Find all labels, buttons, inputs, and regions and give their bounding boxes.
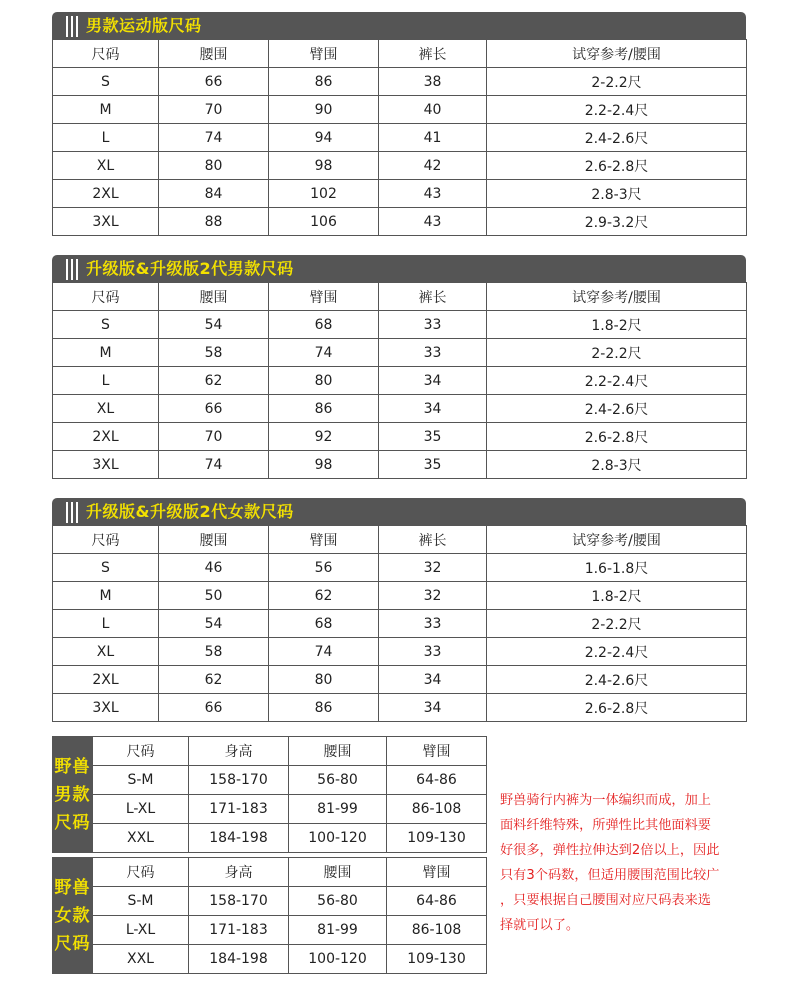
- table-cell: XL: [53, 638, 159, 666]
- table-cell: 2.2-2.4尺: [487, 96, 747, 124]
- beast-size-table: [52, 736, 487, 853]
- header-row: [53, 526, 747, 554]
- table-row: [53, 451, 747, 479]
- header-row: [53, 858, 487, 887]
- table-row: [53, 582, 747, 610]
- table-cell: 1.6-1.8尺: [487, 554, 747, 582]
- men-sport-size-section: [52, 12, 746, 236]
- size-table: [52, 39, 747, 236]
- table-cell: 2.6-2.8尺: [487, 694, 747, 722]
- table-cell: 40: [379, 96, 487, 124]
- note-line: ，只要根据自己腰围对应尺码表来选: [500, 893, 711, 908]
- table-cell: 34: [379, 367, 487, 395]
- sizing-note: [500, 788, 752, 938]
- table-cell: 1.8-2尺: [487, 582, 747, 610]
- table-row: [53, 124, 747, 152]
- table-cell: 171-183: [189, 795, 289, 824]
- table-row: [53, 367, 747, 395]
- table-cell: 41: [379, 124, 487, 152]
- table-cell: 3XL: [53, 208, 159, 236]
- table-cell: 98: [269, 152, 379, 180]
- table-cell: 2-2.2尺: [487, 610, 747, 638]
- column-header: 腰围: [159, 40, 269, 68]
- table-cell: 94: [269, 124, 379, 152]
- section-title: 升级版&升级版2代女款尺码: [86, 502, 294, 521]
- table-cell: 74: [159, 124, 269, 152]
- table-cell: 92: [269, 423, 379, 451]
- column-header: 裤长: [379, 526, 487, 554]
- section-title: 升级版&升级版2代男款尺码: [86, 259, 294, 278]
- table-cell: 54: [159, 311, 269, 339]
- table-row: [53, 311, 747, 339]
- side-label-line: 男款: [54, 784, 91, 805]
- table-cell: 2.2-2.4尺: [487, 367, 747, 395]
- table-cell: M: [53, 339, 159, 367]
- table-cell: 158-170: [189, 887, 289, 916]
- table-cell: 86: [269, 694, 379, 722]
- column-header: 尺码: [53, 526, 159, 554]
- table-cell: 34: [379, 666, 487, 694]
- section-header: [52, 498, 746, 525]
- column-header: 尺码: [53, 283, 159, 311]
- table-row: [53, 638, 747, 666]
- table-cell: 184-198: [189, 824, 289, 853]
- side-label: [53, 858, 93, 974]
- table-cell: 102: [269, 180, 379, 208]
- column-header: 裤长: [379, 40, 487, 68]
- table-cell: XXL: [93, 824, 189, 853]
- table-cell: 35: [379, 423, 487, 451]
- table-cell: 2.9-3.2尺: [487, 208, 747, 236]
- table-cell: 68: [269, 610, 379, 638]
- table-row: [53, 152, 747, 180]
- table-cell: S-M: [93, 766, 189, 795]
- table-cell: L: [53, 610, 159, 638]
- table-cell: 46: [159, 554, 269, 582]
- note-line: 面料纤维特殊，所弹性比其他面料要: [500, 818, 711, 833]
- stripes-icon: [66, 12, 82, 39]
- table-cell: 2.4-2.6尺: [487, 666, 747, 694]
- table-cell: XL: [53, 395, 159, 423]
- table-cell: 62: [159, 666, 269, 694]
- table-cell: 2.8-3尺: [487, 180, 747, 208]
- table-cell: 86-108: [387, 795, 487, 824]
- stripes-icon: [66, 255, 82, 282]
- side-label-line: 野兽: [54, 756, 91, 777]
- table-row: [53, 610, 747, 638]
- column-header: 臂围: [387, 858, 487, 887]
- column-header: 腰围: [289, 858, 387, 887]
- table-cell: 62: [159, 367, 269, 395]
- table-cell: 90: [269, 96, 379, 124]
- column-header: 身高: [189, 858, 289, 887]
- column-header: 臂围: [269, 40, 379, 68]
- table-row: [53, 887, 487, 916]
- table-cell: 2XL: [53, 666, 159, 694]
- table-cell: 70: [159, 96, 269, 124]
- table-row: [53, 824, 487, 853]
- table-cell: 98: [269, 451, 379, 479]
- section-title: 男款运动版尺码: [86, 16, 202, 35]
- column-header: 臂围: [269, 283, 379, 311]
- table-cell: 33: [379, 610, 487, 638]
- beast-men-size-section: [52, 736, 486, 853]
- side-label-line: 尺码: [54, 812, 91, 833]
- table-row: [53, 180, 747, 208]
- table-cell: 33: [379, 311, 487, 339]
- table-cell: 2-2.2尺: [487, 339, 747, 367]
- column-header: 试穿参考/腰围: [487, 283, 747, 311]
- table-cell: 34: [379, 694, 487, 722]
- table-row: [53, 916, 487, 945]
- beast-size-table: [52, 857, 487, 974]
- table-cell: 84: [159, 180, 269, 208]
- table-cell: 56: [269, 554, 379, 582]
- table-cell: 70: [159, 423, 269, 451]
- table-cell: 33: [379, 339, 487, 367]
- table-cell: 64-86: [387, 766, 487, 795]
- table-cell: 43: [379, 208, 487, 236]
- table-cell: 35: [379, 451, 487, 479]
- table-cell: 2-2.2尺: [487, 68, 747, 96]
- table-cell: 3XL: [53, 451, 159, 479]
- table-cell: 64-86: [387, 887, 487, 916]
- table-cell: 81-99: [289, 795, 387, 824]
- table-row: [53, 68, 747, 96]
- table-cell: 2XL: [53, 180, 159, 208]
- table-cell: 109-130: [387, 945, 487, 974]
- column-header: 尺码: [93, 737, 189, 766]
- note-line: 野兽骑行内裤为一体编织而成，加上: [500, 793, 711, 808]
- table-cell: L-XL: [93, 916, 189, 945]
- table-cell: 88: [159, 208, 269, 236]
- table-cell: M: [53, 582, 159, 610]
- section-header: [52, 255, 746, 282]
- table-cell: S: [53, 68, 159, 96]
- table-row: [53, 554, 747, 582]
- table-cell: 158-170: [189, 766, 289, 795]
- side-label: [53, 737, 93, 853]
- header-row: [53, 40, 747, 68]
- column-header: 腰围: [159, 526, 269, 554]
- table-cell: 171-183: [189, 916, 289, 945]
- column-header: 腰围: [289, 737, 387, 766]
- table-cell: 80: [269, 367, 379, 395]
- table-cell: 86-108: [387, 916, 487, 945]
- table-cell: 86: [269, 395, 379, 423]
- column-header: 试穿参考/腰围: [487, 526, 747, 554]
- side-label-line: 尺码: [54, 933, 91, 954]
- note-line: 只有3个码数，但适用腰围范围比较广: [500, 868, 720, 883]
- table-cell: 58: [159, 339, 269, 367]
- column-header: 身高: [189, 737, 289, 766]
- table-cell: 38: [379, 68, 487, 96]
- column-header: 试穿参考/腰围: [487, 40, 747, 68]
- table-cell: L: [53, 367, 159, 395]
- note-line: 择就可以了。: [500, 918, 580, 933]
- section-header: [52, 12, 746, 39]
- table-cell: L: [53, 124, 159, 152]
- table-row: [53, 208, 747, 236]
- table-cell: XXL: [93, 945, 189, 974]
- column-header: 臂围: [387, 737, 487, 766]
- table-row: [53, 339, 747, 367]
- table-cell: 100-120: [289, 824, 387, 853]
- table-row: [53, 666, 747, 694]
- table-cell: 32: [379, 554, 487, 582]
- table-cell: 100-120: [289, 945, 387, 974]
- table-cell: 56-80: [289, 887, 387, 916]
- upgrade-men-size-section: [52, 255, 746, 479]
- table-cell: 81-99: [289, 916, 387, 945]
- table-cell: 68: [269, 311, 379, 339]
- table-cell: 74: [269, 638, 379, 666]
- table-cell: 33: [379, 638, 487, 666]
- table-cell: S-M: [93, 887, 189, 916]
- table-cell: 62: [269, 582, 379, 610]
- table-cell: 1.8-2尺: [487, 311, 747, 339]
- table-row: [53, 945, 487, 974]
- table-cell: 66: [159, 68, 269, 96]
- table-cell: 86: [269, 68, 379, 96]
- table-cell: 2.6-2.8尺: [487, 152, 747, 180]
- header-row: [53, 283, 747, 311]
- table-row: [53, 694, 747, 722]
- table-cell: 32: [379, 582, 487, 610]
- table-cell: XL: [53, 152, 159, 180]
- table-cell: M: [53, 96, 159, 124]
- column-header: 臂围: [269, 526, 379, 554]
- table-cell: 80: [159, 152, 269, 180]
- table-cell: 66: [159, 694, 269, 722]
- side-label-line: 野兽: [54, 877, 91, 898]
- table-cell: 109-130: [387, 824, 487, 853]
- side-label-line: 女款: [54, 905, 91, 926]
- table-cell: 66: [159, 395, 269, 423]
- table-cell: 56-80: [289, 766, 387, 795]
- table-cell: 3XL: [53, 694, 159, 722]
- table-cell: 106: [269, 208, 379, 236]
- table-cell: 50: [159, 582, 269, 610]
- table-cell: 184-198: [189, 945, 289, 974]
- table-cell: 42: [379, 152, 487, 180]
- header-row: [53, 737, 487, 766]
- table-cell: 2.4-2.6尺: [487, 124, 747, 152]
- beast-women-size-section: [52, 857, 486, 974]
- column-header: 裤长: [379, 283, 487, 311]
- column-header: 尺码: [93, 858, 189, 887]
- table-cell: 2.8-3尺: [487, 451, 747, 479]
- table-cell: 34: [379, 395, 487, 423]
- note-line: 好很多，弹性拉伸达到2倍以上，因此: [500, 843, 720, 858]
- table-cell: 2.6-2.8尺: [487, 423, 747, 451]
- stripes-icon: [66, 498, 82, 525]
- table-row: [53, 395, 747, 423]
- size-table: [52, 282, 747, 479]
- table-cell: 2.2-2.4尺: [487, 638, 747, 666]
- table-row: [53, 795, 487, 824]
- table-cell: 54: [159, 610, 269, 638]
- table-cell: 58: [159, 638, 269, 666]
- table-row: [53, 766, 487, 795]
- table-cell: 2XL: [53, 423, 159, 451]
- table-cell: L-XL: [93, 795, 189, 824]
- column-header: 腰围: [159, 283, 269, 311]
- table-cell: 43: [379, 180, 487, 208]
- table-cell: 80: [269, 666, 379, 694]
- upgrade-women-size-section: [52, 498, 746, 722]
- table-cell: 2.4-2.6尺: [487, 395, 747, 423]
- table-cell: S: [53, 311, 159, 339]
- column-header: 尺码: [53, 40, 159, 68]
- table-cell: S: [53, 554, 159, 582]
- size-table: [52, 525, 747, 722]
- table-row: [53, 96, 747, 124]
- table-cell: 74: [159, 451, 269, 479]
- table-row: [53, 423, 747, 451]
- table-cell: 74: [269, 339, 379, 367]
